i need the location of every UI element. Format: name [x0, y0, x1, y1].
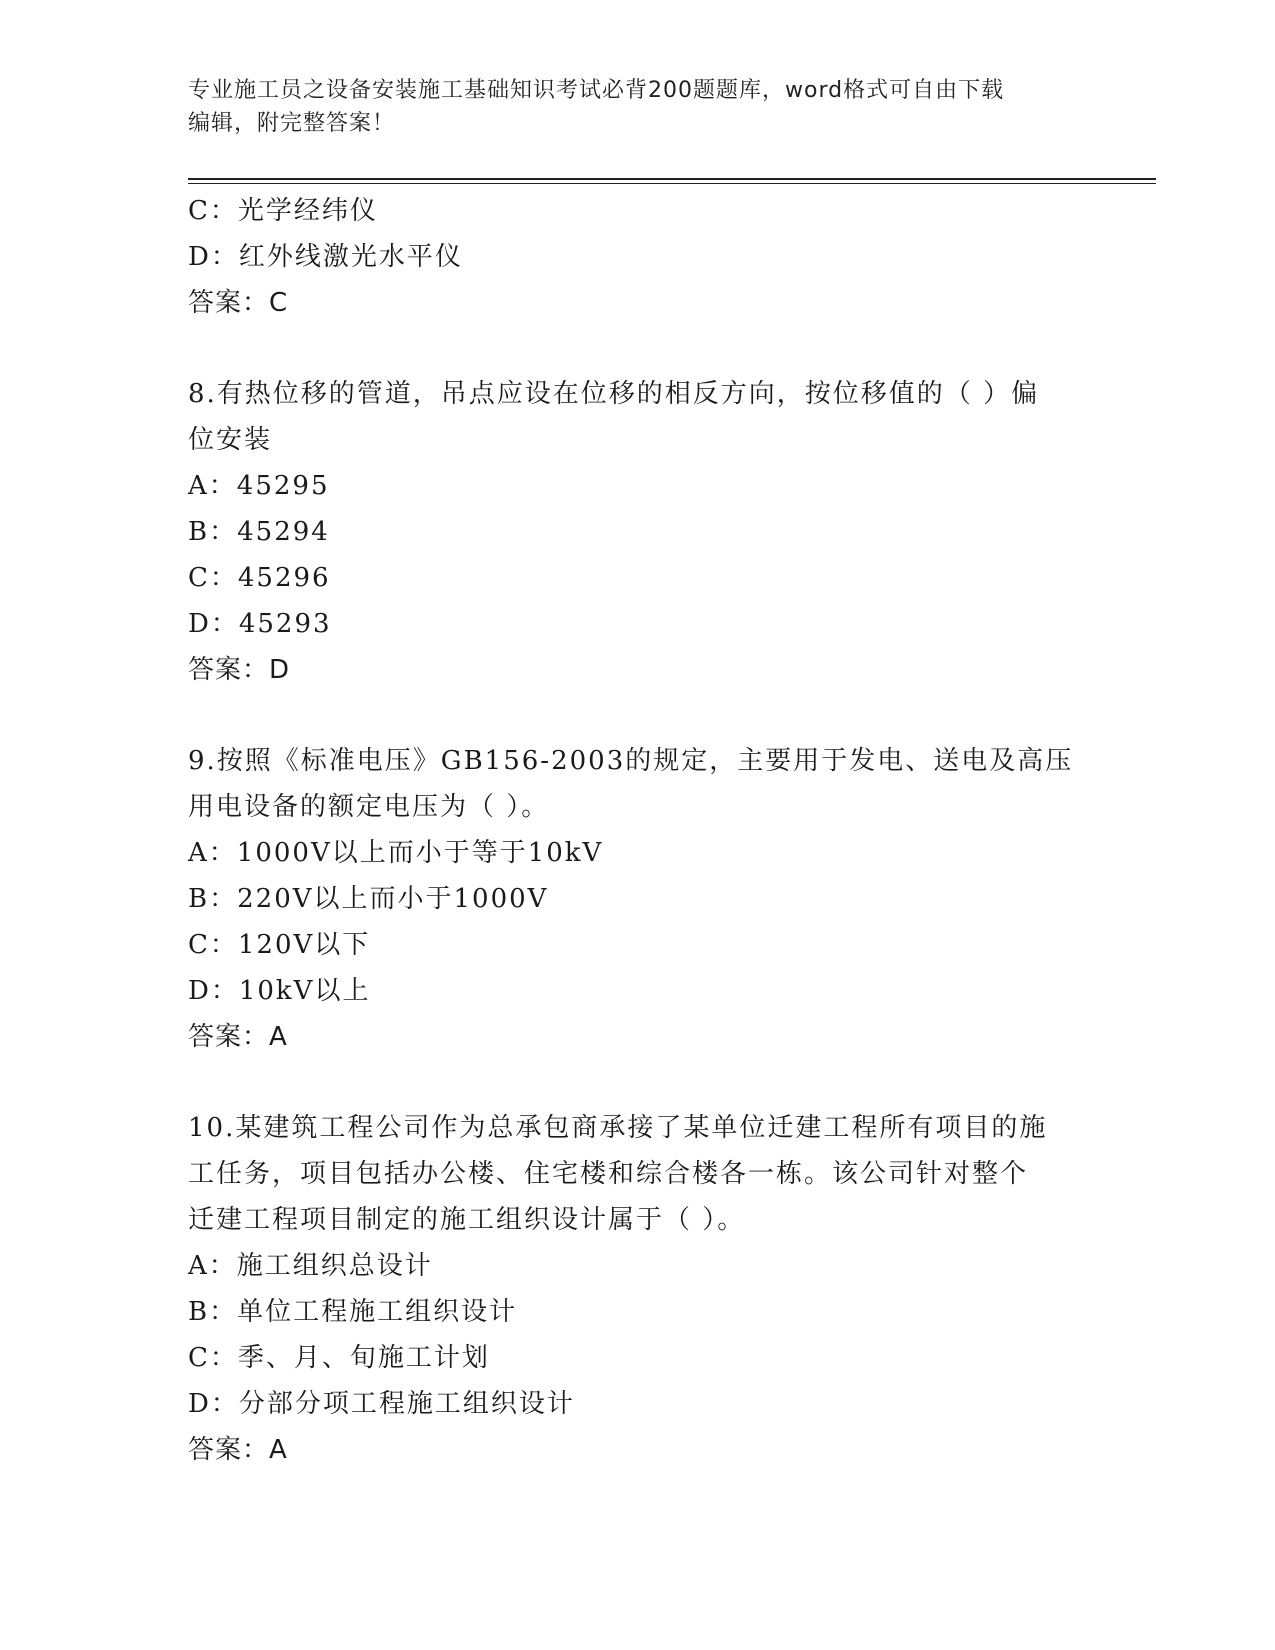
option-a: A：45295 [188, 471, 330, 501]
question-stem: 9.按照《标准电压》GB156-2003的规定，主要用于发电、送电及高压 [188, 746, 1074, 776]
spacer [188, 326, 1088, 371]
question-stem: 8.有热位移的管道，吊点应设在位移的相反方向，按位移值的（ ）偏 [188, 379, 1040, 409]
question-8 [188, 371, 1088, 693]
option-d: D：红外线激光水平仪 [188, 242, 463, 272]
option-b: B：220V以上而小于1000V [188, 884, 549, 914]
spacer [188, 1060, 1088, 1105]
option-b: B：45294 [188, 517, 330, 547]
question-stem: 10.某建筑工程公司作为总承包商承接了某单位迁建工程所有项目的施 [188, 1113, 1048, 1143]
spacer [188, 693, 1088, 738]
option-c: C：120V以下 [188, 930, 371, 960]
question-list [188, 188, 1088, 1473]
answer-line: 答案：A [188, 1022, 288, 1052]
header-divider-thin [188, 183, 1156, 184]
question-stem-continued: 用电设备的额定电压为（ ）。 [188, 792, 550, 822]
option-c: C：45296 [188, 563, 331, 593]
question-stem-continued: 工任务，项目包括办公楼、住宅楼和综合楼各一栋。该公司针对整个 [188, 1159, 1029, 1189]
option-b: B：单位工程施工组织设计 [188, 1297, 518, 1327]
option-d: D：10kV以上 [188, 976, 371, 1006]
question-10 [188, 1105, 1088, 1473]
question-stem-continued: 迁建工程项目制定的施工组织设计属于（ ）。 [188, 1205, 746, 1235]
header-line-1: 专业施工员之设备安装施工基础知识考试必背200题题库，word格式可自由下载 [188, 78, 1005, 103]
option-d: D：45293 [188, 609, 332, 639]
question-9 [188, 738, 1088, 1060]
question-stem-continued: 位安装 [188, 425, 273, 455]
option-c: C：季、月、旬施工计划 [188, 1343, 490, 1373]
answer-line: 答案：A [188, 1435, 288, 1465]
header-line-2: 编辑，附完整答案！ [188, 111, 396, 136]
answer-line: 答案：D [188, 655, 291, 685]
answer-line: 答案：C [188, 288, 289, 318]
document-header [188, 74, 1068, 140]
option-a: A：1000V以上而小于等于10kV [188, 838, 604, 868]
option-a: A：施工组织总设计 [188, 1251, 433, 1281]
option-c: C：光学经纬仪 [188, 196, 378, 226]
question-7-tail [188, 188, 1088, 326]
header-divider-thick [188, 178, 1156, 180]
option-d: D：分部分项工程施工组织设计 [188, 1389, 575, 1419]
